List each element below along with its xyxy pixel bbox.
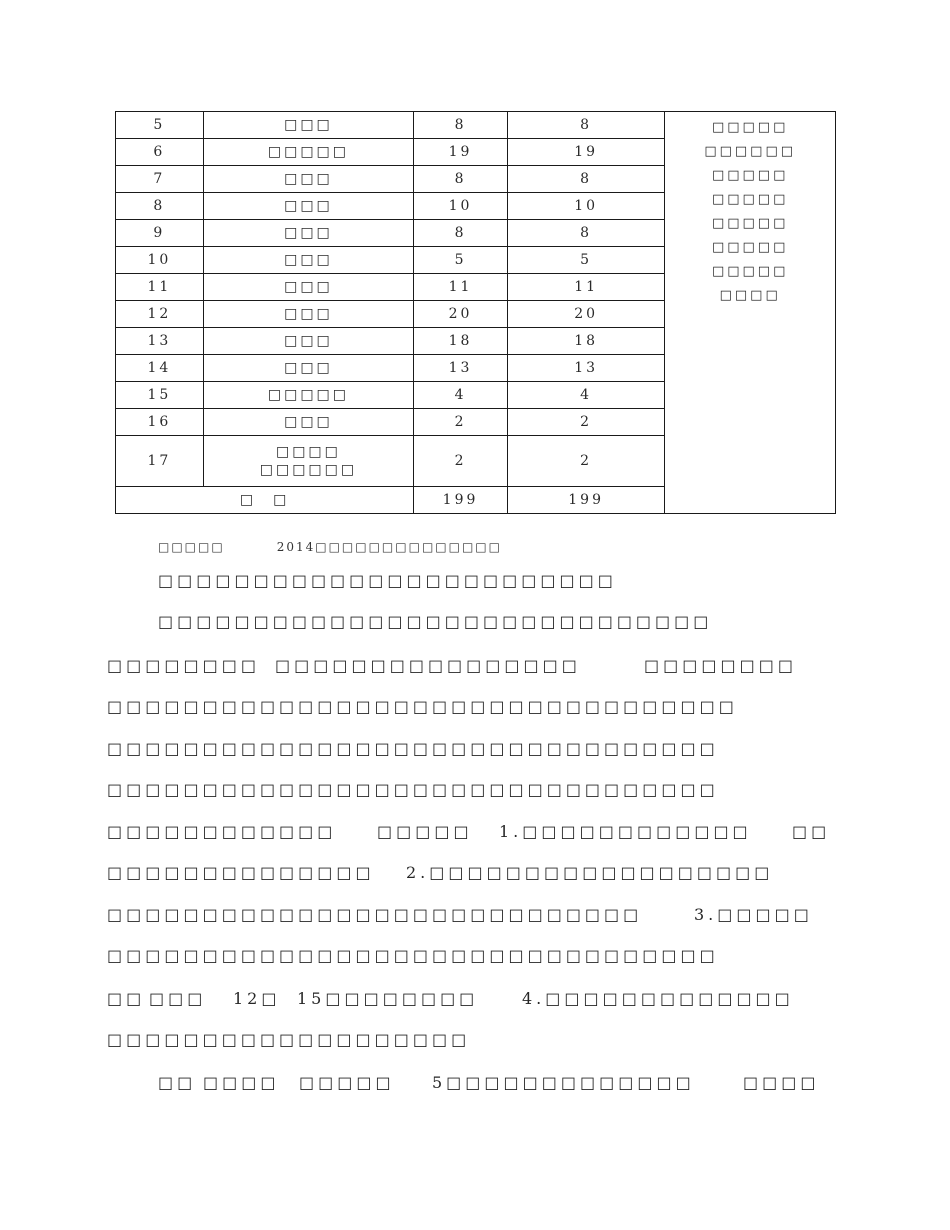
row-value-b-cell: 19 xyxy=(507,139,664,166)
row-value-b-cell: 2 xyxy=(507,436,664,487)
remark-line: □□□□□ xyxy=(711,168,789,183)
paragraph-line: □□□□□□□□□□□□□□□□□□□□□□□□ xyxy=(158,571,617,590)
row-number-cell: 15 xyxy=(116,382,204,409)
row-value-b-cell: 5 xyxy=(507,247,664,274)
row-name-cell: □□□ xyxy=(203,301,413,328)
remark-line: □□□□□ xyxy=(711,264,789,279)
row-value-a-cell: 19 xyxy=(414,139,508,166)
row-number-cell: 14 xyxy=(116,355,204,382)
paragraph-line: □□□□□ xyxy=(299,1073,395,1092)
row-name-cell: □□□□□ xyxy=(203,139,413,166)
paragraph-line: 15□□□□□□□□ xyxy=(297,989,479,1008)
row-value-b-cell: 8 xyxy=(507,166,664,193)
remark-line: □□□□□ xyxy=(711,120,789,135)
row-name-cell: □□□ xyxy=(203,409,413,436)
row-name-cell: □□□ xyxy=(203,166,413,193)
paragraph-line: □□□□□□□□ xyxy=(107,656,260,675)
paragraph-line: □□□□□□□□□□□□□□□□□□□□□□□□□□□□□□□□ xyxy=(107,780,719,799)
row-name-cell: □□□□□ xyxy=(203,382,413,409)
row-value-b-cell: 8 xyxy=(507,112,664,139)
row-number-cell: 9 xyxy=(116,220,204,247)
paragraph-line: □□□□□□□□□□□□□□□□ xyxy=(275,656,581,675)
paragraph-line: □□□□□□□□□□□□□□ xyxy=(107,863,375,882)
row-name-cell: □□□ xyxy=(203,274,413,301)
row-value-a-cell: 2 xyxy=(414,409,508,436)
paragraph-line: □□ xyxy=(107,989,146,1008)
paragraph-line: 3.□□□□□ xyxy=(694,905,813,924)
row-number-cell: 8 xyxy=(116,193,204,220)
paragraph-line: □□ xyxy=(158,1073,197,1092)
row-value-b-cell: 10 xyxy=(507,193,664,220)
row-name-cell: □□□ xyxy=(203,355,413,382)
paragraph-line: □□□□□□□□□□□□□□□□□□□□□□□□□□□□□□□□ xyxy=(107,739,719,758)
paragraph-line: □□□□□□□□□□□□□□□□□□□□□□□□□□□□□□□□□ xyxy=(107,697,738,716)
row-value-b-cell: 8 xyxy=(507,220,664,247)
row-value-b-cell: 18 xyxy=(507,328,664,355)
row-number-cell: 12 xyxy=(116,301,204,328)
row-value-a-cell: 13 xyxy=(414,355,508,382)
row-value-a-cell: 8 xyxy=(414,112,508,139)
paragraph-line: □□□□□ xyxy=(377,822,473,841)
row-name-line: □□□□ xyxy=(275,444,341,460)
row-value-a-cell: 20 xyxy=(414,301,508,328)
row-value-a-cell: 5 xyxy=(414,247,508,274)
row-number-cell: 6 xyxy=(116,139,204,166)
row-value-b-cell: 11 xyxy=(507,274,664,301)
row-number-cell: 11 xyxy=(116,274,204,301)
paragraph-line: □□ xyxy=(792,822,831,841)
row-name-cell: □□□ xyxy=(203,247,413,274)
row-number-cell: 13 xyxy=(116,328,204,355)
paragraph-line: □□□ xyxy=(149,989,207,1008)
caption-right: 2014□□□□□□□□□□□□□□ xyxy=(276,540,502,554)
row-value-a-cell: 4 xyxy=(414,382,508,409)
row-name-line: □□□□□□ xyxy=(259,462,358,478)
row-value-b-cell: 13 xyxy=(507,355,664,382)
paragraph-line: 4.□□□□□□□□□□□□□ xyxy=(522,989,794,1008)
row-name-cell: □□□ xyxy=(203,193,413,220)
row-name-cell: □□□ xyxy=(203,328,413,355)
row-number-cell: 10 xyxy=(116,247,204,274)
row-value-a-cell: 18 xyxy=(414,328,508,355)
paragraph-line: □□□□□□□□ xyxy=(644,656,797,675)
row-value-b-cell: 4 xyxy=(507,382,664,409)
row-name-cell: □□□ xyxy=(203,220,413,247)
row-value-a-cell: 8 xyxy=(414,220,508,247)
row-value-b-cell: 2 xyxy=(507,409,664,436)
remark-line: □□□□□□ xyxy=(704,144,797,159)
paragraph-line: □□□□□□□□□□□□□□□□□□□□□□□□□□□□□□□□ xyxy=(107,946,719,965)
row-number-cell: 16 xyxy=(116,409,204,436)
paragraph-line: 5□□□□□□□□□□□□□ xyxy=(432,1073,695,1092)
paragraph-line: □□□□□□□□□□□□□□□□□□□ xyxy=(107,1030,471,1049)
paragraph-line: □□□□□□□□□□□□□□□□□□□□□□□□□□□□□ xyxy=(158,612,713,631)
paragraph-line: □□□□□□□□□□□□ xyxy=(107,822,337,841)
row-value-a-cell: 11 xyxy=(414,274,508,301)
paragraph-line: 12□ xyxy=(233,989,281,1008)
row-number-cell: 17 xyxy=(116,436,204,487)
row-number-cell: 7 xyxy=(116,166,204,193)
paragraph-line: 1.□□□□□□□□□□□□ xyxy=(499,822,752,841)
remark-line: □□□□□ xyxy=(711,192,789,207)
remark-line: □□□□□ xyxy=(711,240,789,255)
row-name-cell: □□□ xyxy=(203,112,413,139)
total-label-cell: □ □ xyxy=(116,487,414,514)
caption-left: □□□□□ xyxy=(158,540,225,554)
total-value-a-cell: 199 xyxy=(414,487,508,514)
row-value-a-cell: 10 xyxy=(414,193,508,220)
paragraph-line: 2.□□□□□□□□□□□□□□□□□□ xyxy=(406,863,774,882)
row-value-b-cell: 20 xyxy=(507,301,664,328)
row-value-a-cell: 8 xyxy=(414,166,508,193)
total-value-b-cell: 199 xyxy=(507,487,664,514)
remark-line: □□□□ xyxy=(719,288,781,303)
paragraph-line: □□□□□□□□□□□□□□□□□□□□□□□□□□□□ xyxy=(107,905,643,924)
paragraph-line: □□□□ xyxy=(203,1073,280,1092)
row-value-a-cell: 2 xyxy=(414,436,508,487)
row-number-cell: 5 xyxy=(116,112,204,139)
paragraph-line: □□□□ xyxy=(743,1073,820,1092)
remark-line: □□□□□ xyxy=(711,216,789,231)
